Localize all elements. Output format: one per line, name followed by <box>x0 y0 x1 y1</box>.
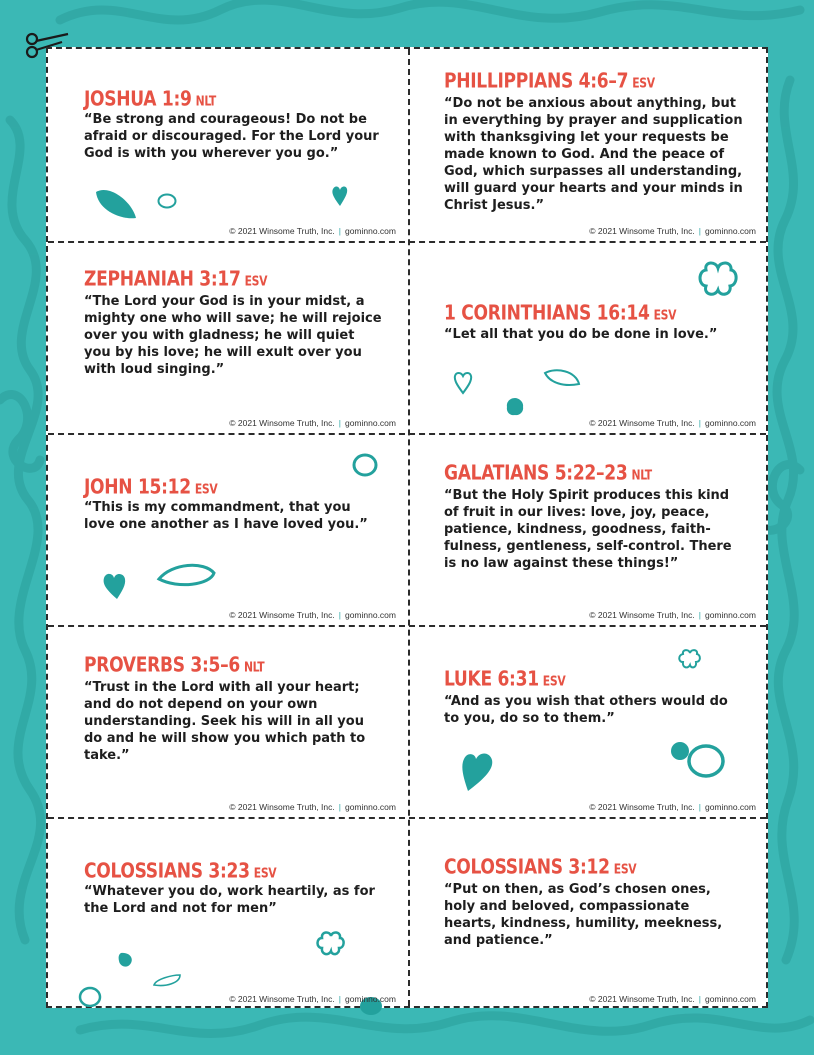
copyright-text: © 2021 Winsome Truth, Inc. <box>229 994 335 1004</box>
heart-icon <box>330 184 350 208</box>
verse-reference <box>84 475 217 499</box>
bible-version: ESV <box>613 861 637 877</box>
verse-text: “This is my commandment, that you love one another as I have loved you.” <box>84 500 368 532</box>
bible-version: NLT <box>195 93 217 109</box>
verse-reference <box>84 87 216 111</box>
heart-icon <box>458 747 496 793</box>
bible-version: NLT <box>631 467 652 483</box>
reference-text: JOHN 15:12 <box>84 475 191 499</box>
verse-text: “And as you wish that others would do to you, do so to them.” <box>444 694 728 726</box>
copyright-text: © 2021 Winsome Truth, Inc. <box>229 610 335 620</box>
leaf-icon <box>92 184 142 224</box>
copyright-text: © 2021 Winsome Truth, Inc. <box>589 226 695 236</box>
verse-card <box>48 49 408 241</box>
website-text: gominno.com <box>344 610 396 620</box>
clover-icon <box>678 647 702 671</box>
bible-version: ESV <box>653 307 677 323</box>
website-text: gominno.com <box>344 418 396 428</box>
verse-text: “Do not be anxious about anything, but in everything by prayer and supplication with thanksgiving let your requests be made known to God. And the peace of God, which surpasses all understanding, will guard your hearts and your minds in Christ Jesus.” <box>444 96 743 213</box>
leaf-icon <box>542 367 582 391</box>
bible-version: ESV <box>253 865 277 881</box>
reference-text: GALATIANS 5:22–23 <box>444 461 628 485</box>
card-footer: © 2021 Winsome Truth, Inc. | gominno.com <box>589 418 756 428</box>
dot-icon <box>504 396 526 418</box>
verse-card <box>408 49 768 241</box>
clover-icon <box>698 259 738 299</box>
copyright-text: © 2021 Winsome Truth, Inc. <box>589 994 695 1004</box>
verse-reference <box>84 859 276 883</box>
verse-text: “Be strong and courageous! Do not be afraid or discouraged. For the Lord your God is with you wherever you go.” <box>84 112 379 161</box>
heart-icon <box>100 569 130 601</box>
verse-card <box>408 817 768 1009</box>
reference-text: PROVERBS 3:5–6 <box>84 653 240 677</box>
verse-card <box>408 241 768 433</box>
website-text: gominno.com <box>704 994 756 1004</box>
copyright-text: © 2021 Winsome Truth, Inc. <box>589 802 695 812</box>
bible-version: ESV <box>542 673 566 689</box>
card-footer: © 2021 Winsome Truth, Inc. | gominno.com <box>229 802 396 812</box>
card-footer: © 2021 Winsome Truth, Inc. | gominno.com <box>229 610 396 620</box>
copyright-text: © 2021 Winsome Truth, Inc. <box>229 802 335 812</box>
reference-text: ZEPHANIAH 3:17 <box>84 267 241 291</box>
card-footer: © 2021 Winsome Truth, Inc. | gominno.com <box>589 994 756 1004</box>
verse-reference <box>444 461 652 485</box>
bible-version: ESV <box>632 75 655 91</box>
website-text: gominno.com <box>704 418 756 428</box>
circle-icon <box>156 192 178 210</box>
website-text: gominno.com <box>704 610 756 620</box>
card-footer: © 2021 Winsome Truth, Inc. | gominno.com <box>589 226 756 236</box>
bible-version: NLT <box>243 659 265 675</box>
copyright-text: © 2021 Winsome Truth, Inc. <box>229 418 335 428</box>
card-footer: © 2021 Winsome Truth, Inc. | gominno.com <box>229 226 396 236</box>
circle-icon <box>350 451 380 479</box>
verse-card <box>48 241 408 433</box>
reference-text: 1 CORINTHIANS 16:14 <box>444 301 650 325</box>
verse-reference <box>444 855 636 879</box>
website-text: gominno.com <box>704 802 756 812</box>
circle-icon <box>76 947 186 1007</box>
verse-text: “But the Holy Spirit produces this kind of fruit in our lives: love, joy, peace, patience, kindness, goodness, faithfulness, gentleness, self-control. There is no law against these things!” <box>444 488 732 571</box>
verse-reference <box>444 69 655 93</box>
verse-card <box>408 625 768 817</box>
leaf-icon <box>156 559 218 593</box>
reference-text: PHILLIPPIANS 4:6–7 <box>444 69 629 93</box>
copyright-text: © 2021 Winsome Truth, Inc. <box>229 226 335 236</box>
verse-text: “Whatever you do, work heartily, as for the Lord and not for men” <box>84 884 375 916</box>
website-text: gominno.com <box>344 994 396 1004</box>
bible-version: ESV <box>194 481 218 497</box>
verse-text: “Put on then, as God’s chosen ones, holy and beloved, compassionate hearts, kindness, humility, meekness, and patience.” <box>444 882 723 948</box>
card-sheet <box>46 47 768 1008</box>
verse-text: “Trust in the Lord with all your heart; and do not depend on your own understanding. Seek his will in all you do and he will show you which path to take.” <box>84 680 366 763</box>
card-footer: © 2021 Winsome Truth, Inc. | gominno.com <box>229 418 396 428</box>
website-text: gominno.com <box>704 226 756 236</box>
clover-icon <box>316 929 346 957</box>
bible-version: ESV <box>244 273 268 289</box>
verse-reference <box>444 667 565 691</box>
card-footer: © 2021 Winsome Truth, Inc. | gominno.com <box>229 994 396 1004</box>
card-footer: © 2021 Winsome Truth, Inc. | gominno.com <box>589 610 756 620</box>
verse-text: “The Lord your God is in your midst, a mighty one who will save; he will rejoice over you with gladness; he will quiet you by his love; he will exult over you with loud singing.” <box>84 294 382 377</box>
verse-card <box>48 625 408 817</box>
verse-card <box>48 817 408 1009</box>
reference-text: LUKE 6:31 <box>444 667 539 691</box>
reference-text: JOSHUA 1:9 <box>84 87 192 111</box>
verse-card <box>408 433 768 625</box>
heart-icon <box>452 369 474 395</box>
website-text: gominno.com <box>344 226 396 236</box>
verse-text: “Let all that you do be done in love.” <box>444 327 718 342</box>
reference-text: COLOSSIANS 3:12 <box>444 855 610 879</box>
verse-reference <box>444 301 676 325</box>
verse-card <box>48 433 408 625</box>
card-footer: © 2021 Winsome Truth, Inc. | gominno.com <box>589 802 756 812</box>
circle-icon <box>668 739 728 781</box>
website-text: gominno.com <box>344 802 396 812</box>
reference-text: COLOSSIANS 3:23 <box>84 859 250 883</box>
copyright-text: © 2021 Winsome Truth, Inc. <box>589 610 695 620</box>
verse-reference <box>84 653 264 677</box>
verse-reference <box>84 267 267 291</box>
copyright-text: © 2021 Winsome Truth, Inc. <box>589 418 695 428</box>
